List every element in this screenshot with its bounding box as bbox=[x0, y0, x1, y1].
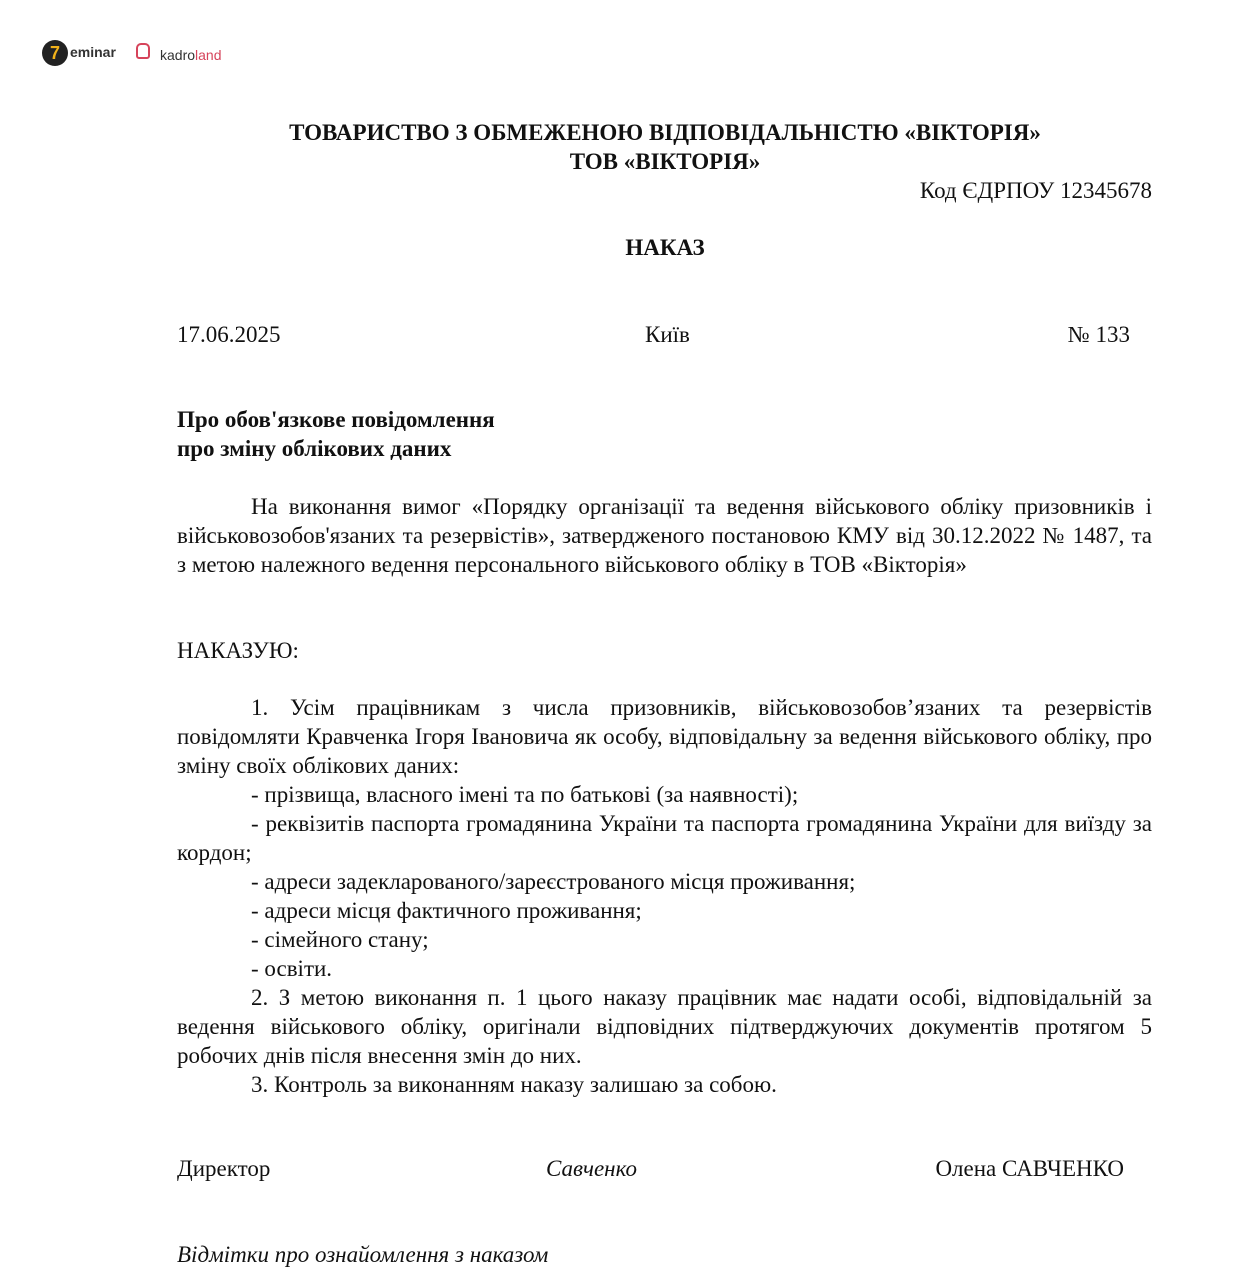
kadroland-logo-text-b: land bbox=[195, 47, 222, 63]
signature: Савченко bbox=[546, 1156, 637, 1181]
list-item: - сімейного стану; bbox=[251, 927, 429, 952]
subject-line-2: про зміну облікових даних bbox=[177, 436, 452, 461]
preamble: На виконання вимог «Порядку організації та ведення військового обліку призовників і військовозобов'язаних та резервістів», затвердженого постановою КМУ від 30.12.2022 № 1487, та з метою належного ведення персонального військового обліку в ТОВ «Вікторія» bbox=[177, 494, 1152, 577]
signer-position: Директор bbox=[177, 1156, 271, 1181]
subject-line-1: Про обов'язкове повідомлення bbox=[177, 407, 495, 432]
edrpou-code: Код ЄДРПОУ 12345678 bbox=[919, 178, 1152, 203]
kadroland-logo-text bbox=[160, 47, 222, 63]
item-3: 3. Контроль за виконанням наказу залишаю за собою. bbox=[251, 1072, 777, 1097]
document-type: НАКАЗ bbox=[625, 235, 705, 260]
list-item: - адреси задекларованого/зареєстрованого місця проживання; bbox=[251, 869, 856, 894]
item-1-number: 1 bbox=[251, 695, 263, 720]
document-number: № 133 bbox=[1067, 322, 1130, 347]
list-item: - прізвища, власного імені та по батькові (за наявності); bbox=[251, 782, 799, 807]
document-date: 17.06.2025 bbox=[177, 322, 281, 347]
order-word: НАКАЗУЮ: bbox=[177, 638, 299, 663]
acknowledgement-heading: Відмітки про ознайомлення з наказом bbox=[177, 1242, 549, 1267]
kadroland-logo-text-a: kadro bbox=[160, 47, 196, 63]
seminar-logo-icon: 7 bbox=[42, 40, 68, 66]
org-short-name: ТОВ «ВІКТОРІЯ» bbox=[569, 149, 761, 174]
item-1 bbox=[177, 693, 1152, 780]
house-outline-icon bbox=[136, 43, 150, 59]
list-item: - адреси місця фактичного проживання; bbox=[251, 898, 642, 923]
item-2: 2. З метою виконання п. 1 цього наказу працівник має надати особі, відповідальній за ведення військового обліку, оригінали відповідних підтверджуючих документів протягом 5 робочих днів після внесення змін до них. bbox=[177, 985, 1152, 1068]
list-item: - реквізитів паспорта громадянина України та паспорта громадянина України для виїзду за кордон; bbox=[177, 811, 1152, 865]
org-full-name: ТОВАРИСТВО З ОБМЕЖЕНОЮ ВІДПОВІДАЛЬНІСТЮ «ВІКТОРІЯ» bbox=[289, 120, 1041, 145]
list-item: - освіти. bbox=[251, 956, 333, 981]
signer-name: Олена САВЧЕНКО bbox=[935, 1156, 1124, 1181]
order-body bbox=[177, 693, 1152, 1099]
item-1-text: . Усім працівникам з числа призовників, військовозобов’язаних та резервістів повідомляти Кравченка Ігоря Івановича як особу, відповідальну за ведення військового обліку, про зміну своїх облікових даних: bbox=[177, 695, 1152, 778]
seminar-logo-text: eminar bbox=[70, 44, 116, 60]
document-city: Київ bbox=[645, 322, 690, 347]
